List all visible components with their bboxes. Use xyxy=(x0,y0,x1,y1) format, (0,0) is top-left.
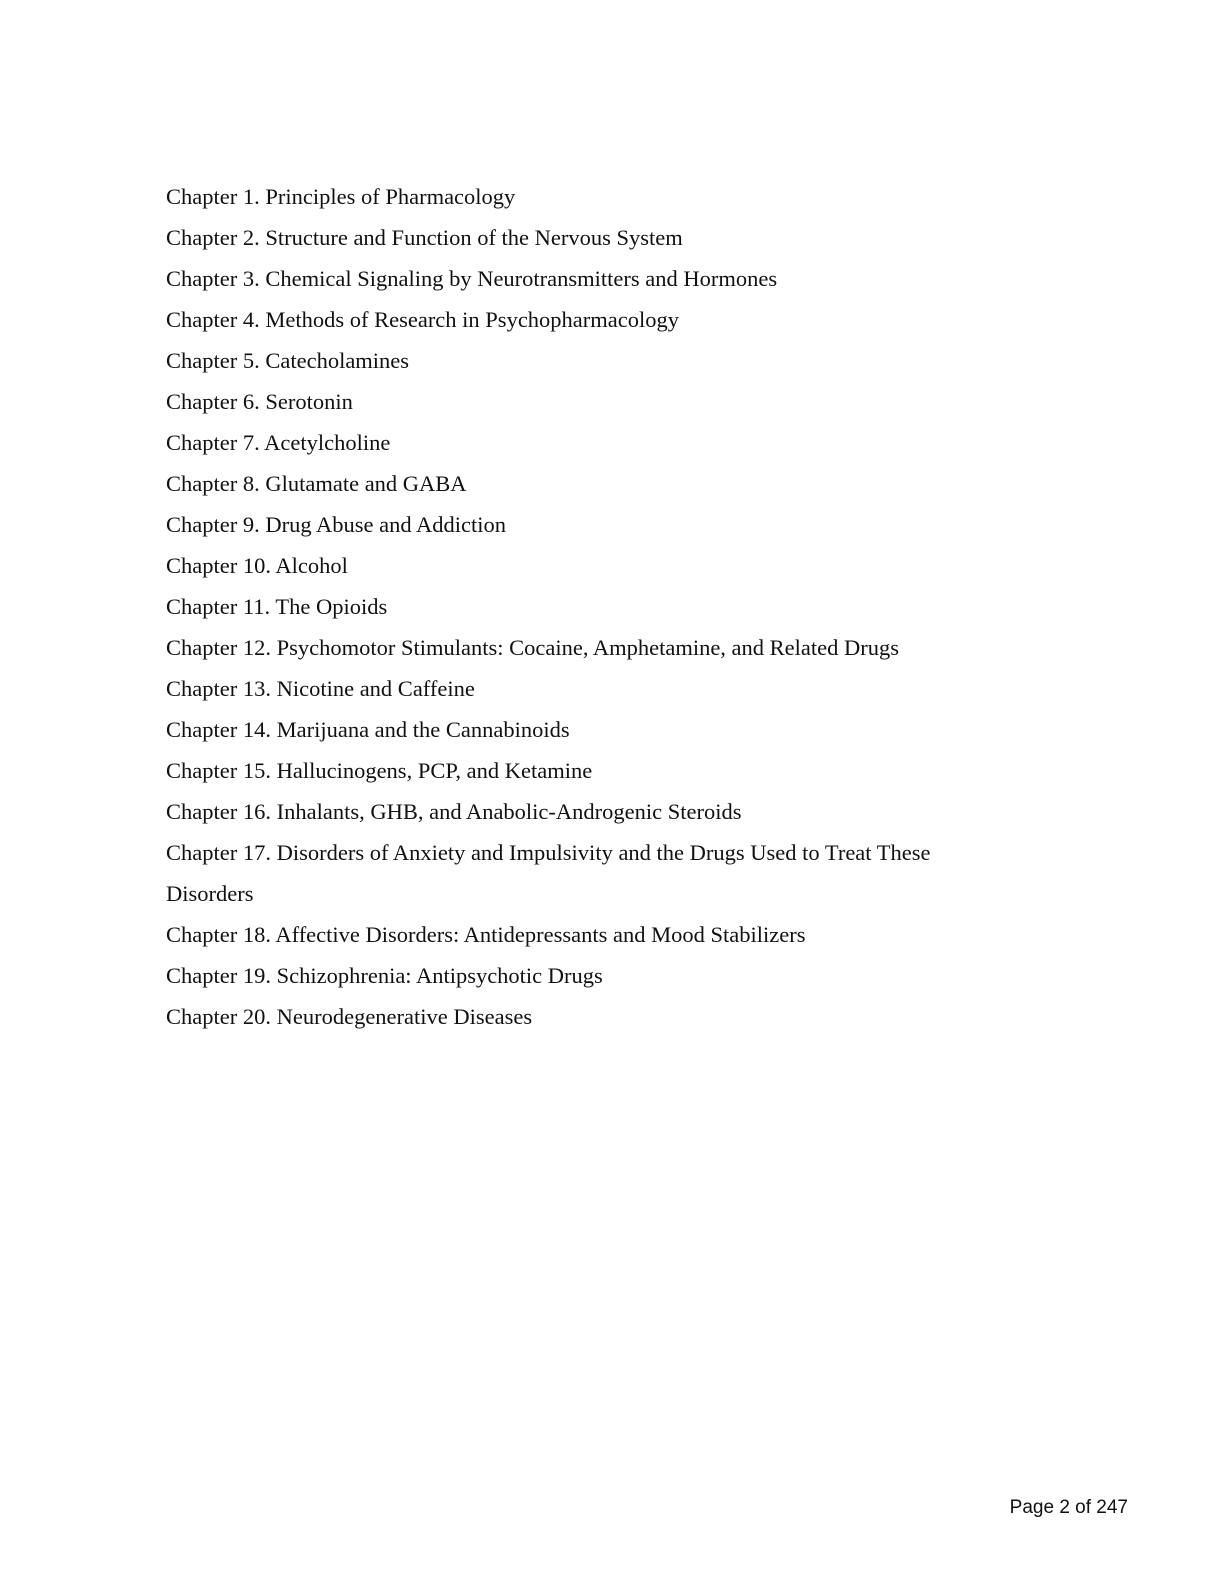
toc-entry: Chapter 1. Principles of Pharmacology xyxy=(166,184,516,209)
toc-entry: Chapter 10. Alcohol xyxy=(166,553,348,578)
toc-entry: Chapter 13. Nicotine and Caffeine xyxy=(166,676,475,701)
toc-entry: Chapter 5. Catecholamines xyxy=(166,348,410,373)
toc-entry: Chapter 4. Methods of Research in Psychopharmacology xyxy=(166,307,680,332)
toc-entry: Chapter 19. Schizophrenia: Antipsychotic Drugs xyxy=(166,963,603,988)
toc-entry: Chapter 8. Glutamate and GABA xyxy=(166,471,467,496)
toc-entry: Chapter 15. Hallucinogens, PCP, and Ketamine xyxy=(166,758,593,783)
toc-entry: Chapter 11. The Opioids xyxy=(166,594,388,619)
toc-entry: Chapter 17. Disorders of Anxiety and Impulsivity and the Drugs Used to Treat These Disorders xyxy=(166,840,931,906)
toc-entry: Chapter 20. Neurodegenerative Diseases xyxy=(166,1004,533,1029)
toc-entry: Chapter 2. Structure and Function of the Nervous System xyxy=(166,225,683,250)
page-number: Page 2 of 247 xyxy=(1009,1497,1128,1518)
toc-entry: Chapter 12. Psychomotor Stimulants: Cocaine, Amphetamine, and Related Drugs xyxy=(166,635,900,660)
toc-entry: Chapter 6. Serotonin xyxy=(166,389,353,414)
toc-entry: Chapter 3. Chemical Signaling by Neurotransmitters and Hormones xyxy=(166,266,778,291)
toc-entry: Chapter 14. Marijuana and the Cannabinoids xyxy=(166,717,570,742)
toc-entry: Chapter 18. Affective Disorders: Antidepressants and Mood Stabilizers xyxy=(166,922,806,947)
toc-entry: Chapter 9. Drug Abuse and Addiction xyxy=(166,512,506,537)
toc-entry: Chapter 7. Acetylcholine xyxy=(166,430,391,455)
toc-entry: Chapter 16. Inhalants, GHB, and Anabolic-Androgenic Steroids xyxy=(166,799,742,824)
table-of-contents xyxy=(166,176,996,1037)
